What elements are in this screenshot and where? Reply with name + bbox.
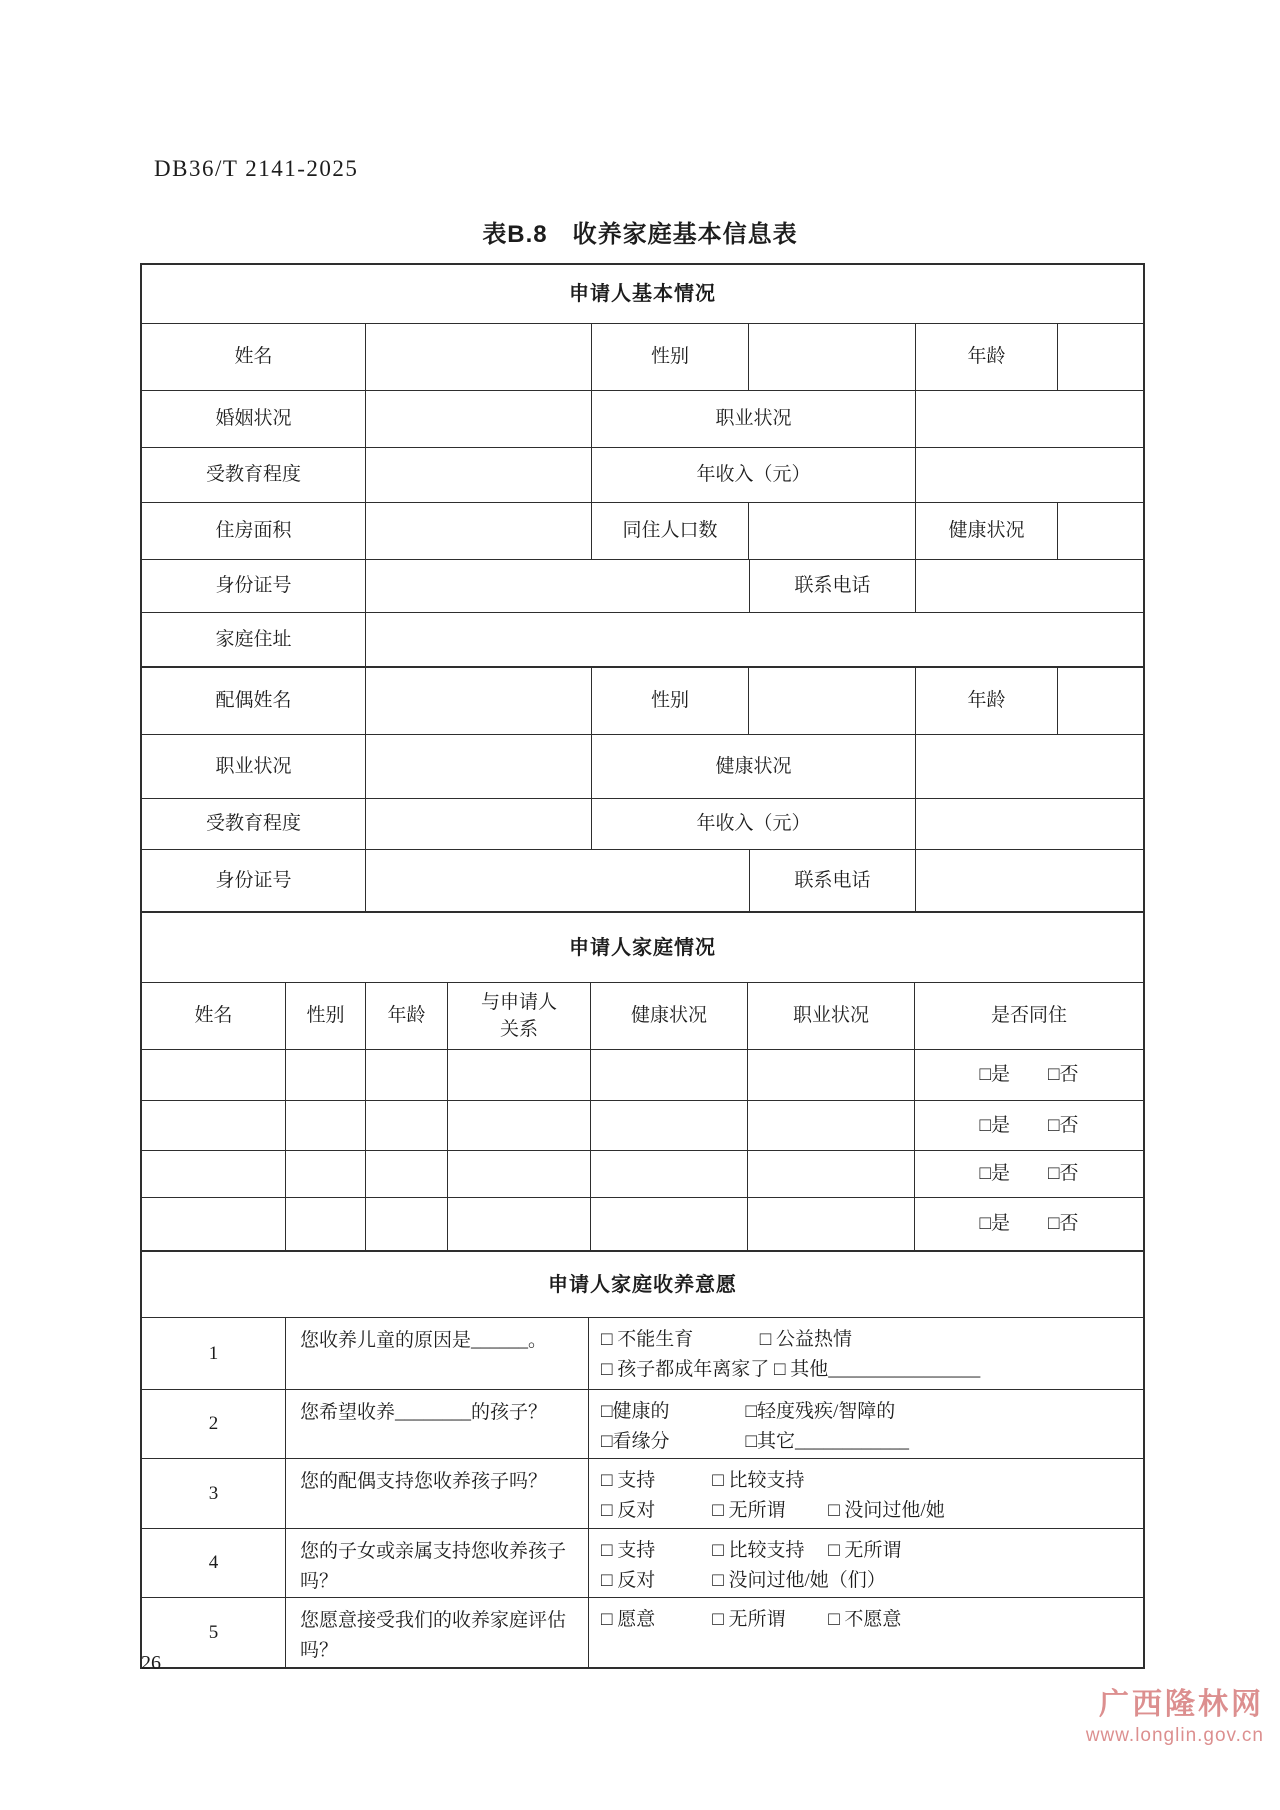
member-gender-cell [285,1151,365,1197]
question-number: 3 [208,1482,219,1504]
option-line: □ 支持 □ 比较支持 □ 无所谓 [601,1540,902,1561]
question-options [588,1318,1143,1389]
value-health [1057,503,1143,559]
row-spouse-education [142,798,1143,849]
label-id-no: 身份证号 [215,575,292,596]
member-name-cell [142,1151,285,1197]
label-income: 年收入（元） [591,448,915,502]
member-health-cell [590,1151,747,1197]
member-cohabit-checkboxes: □是 □否 [914,1050,1143,1100]
col-header-health: 健康状况 [590,983,747,1049]
question-text: 您希望收养________的孩子？ [285,1390,588,1458]
value-address [365,613,1143,666]
member-name-cell [142,1198,285,1250]
value-spouse-name [365,668,591,734]
member-gender-cell [285,1198,365,1250]
question-options [588,1459,1143,1528]
section-a-header-row [142,265,1143,323]
member-cohabit-checkboxes: □是 □否 [914,1198,1143,1250]
col-header-name: 姓名 [194,1005,233,1026]
value-cohabitants [748,503,915,559]
col-header-gender: 性别 [285,983,365,1049]
label-cohabitants: 同住人口数 [591,503,748,559]
col-header-relation-line2: 关系 [499,1019,538,1040]
label-spouse-income: 年收入（元） [591,799,915,849]
section-c-title: 申请人家庭收养意愿 [548,1273,737,1296]
value-spouse-income [915,799,1143,849]
question-row-1 [142,1317,1143,1389]
label-spouse-age: 年龄 [915,668,1057,734]
family-member-row [142,1049,1143,1100]
label-health: 健康状况 [915,503,1057,559]
value-phone [915,560,1143,612]
watermark-site-url: www.longlin.gov.cn [1085,1724,1264,1746]
question-row-5 [142,1597,1143,1667]
value-name [365,324,591,390]
section-b-column-header-row [142,982,1143,1049]
option-line: □ 孩子都成年离家了 □ 其他________________ [601,1359,981,1380]
question-text: 您收养儿童的原因是______。 [285,1318,588,1389]
question-row-4 [142,1528,1143,1597]
section-b-title: 申请人家庭情况 [569,936,716,959]
row-applicant-id [142,559,1143,612]
member-occupation-cell [747,1198,914,1250]
section-b-header-row [142,911,1143,982]
question-number: 4 [208,1552,219,1573]
member-occupation-cell [747,1151,914,1197]
member-name-cell [142,1050,285,1100]
option-line: □ 反对 □ 无所谓 □ 没问过他/她 [601,1500,945,1521]
value-spouse-phone [915,850,1143,911]
member-relation-cell [447,1101,590,1150]
row-applicant-address [142,612,1143,666]
member-relation-cell [447,1151,590,1197]
value-education [365,448,591,502]
member-occupation-cell [747,1050,914,1100]
family-member-row [142,1197,1143,1250]
watermark-site-name: 广西隆林网 [1099,1688,1264,1721]
label-name: 姓名 [234,346,273,367]
value-age [1057,324,1143,390]
value-spouse-health [915,735,1143,798]
option-line: □看缘分 □其它____________ [601,1431,909,1452]
member-gender-cell [285,1101,365,1150]
member-name-cell [142,1101,285,1150]
label-spouse-phone: 联系电话 [749,850,915,911]
value-spouse-gender [748,668,915,734]
section-c-header-row [142,1250,1143,1317]
option-line: □ 愿意 □ 无所谓 □ 不愿意 [601,1609,902,1630]
col-header-cohabit: 是否同住 [914,983,1143,1049]
label-spouse-education: 受教育程度 [205,813,301,834]
member-age-cell [365,1050,447,1100]
option-line: □ 反对 □ 没问过他/她（们） [601,1570,886,1591]
value-income [915,448,1143,502]
table-title: 表B.8 收养家庭基本信息表 [482,221,798,248]
family-member-row [142,1150,1143,1197]
question-number: 1 [208,1342,219,1364]
value-gender [748,324,915,390]
row-spouse-id [142,849,1143,911]
label-spouse-occupation: 职业状况 [215,755,292,777]
value-spouse-occupation [365,735,591,798]
question-number: 5 [208,1621,219,1643]
standard-code: DB36/T 2141-2025 [154,156,359,181]
question-text: 您愿意接受我们的收养家庭评估吗？ [285,1598,588,1667]
row-applicant-housing [142,502,1143,559]
value-marital [365,391,591,447]
label-spouse-health: 健康状况 [591,735,915,798]
family-member-row [142,1100,1143,1150]
value-spouse-age [1057,668,1143,734]
question-text: 您的子女或亲属支持您收养孩子吗？ [285,1529,588,1597]
label-gender: 性别 [591,324,748,390]
col-header-age: 年龄 [365,983,447,1049]
value-occupation [915,391,1143,447]
question-options [588,1598,1143,1667]
col-header-occupation: 职业状况 [747,983,914,1049]
col-header-relation-line1: 与申请人 [480,992,557,1013]
member-relation-cell [447,1198,590,1250]
member-age-cell [365,1101,447,1150]
row-applicant-education [142,447,1143,502]
option-line: □ 支持 □ 比较支持 [601,1470,805,1491]
member-relation-cell [447,1050,590,1100]
label-phone: 联系电话 [749,560,915,612]
section-a-title: 申请人基本情况 [569,283,716,305]
label-spouse-id-no: 身份证号 [215,869,292,891]
adoption-family-info-form [140,263,1145,1669]
question-text: 您的配偶支持您收养孩子吗？ [285,1459,588,1528]
member-gender-cell [285,1050,365,1100]
member-cohabit-checkboxes: □是 □否 [914,1151,1143,1197]
member-health-cell [590,1050,747,1100]
value-spouse-id-no [365,850,749,911]
value-id-no [365,560,749,612]
question-options [588,1529,1143,1597]
label-marital: 婚姻状况 [215,408,292,429]
label-address: 家庭住址 [215,628,292,650]
member-age-cell [365,1198,447,1250]
question-number: 2 [208,1413,219,1434]
label-spouse-name: 配偶姓名 [215,690,292,711]
member-health-cell [590,1101,747,1150]
label-spouse-gender: 性别 [591,668,748,734]
row-spouse-occupation [142,734,1143,798]
label-education: 受教育程度 [205,464,301,485]
member-cohabit-checkboxes: □是 □否 [914,1101,1143,1150]
option-line: □健康的 □轻度残疾/智障的 [601,1401,896,1422]
value-housing [365,503,591,559]
question-options [588,1390,1143,1458]
member-age-cell [365,1151,447,1197]
option-line: □ 不能生育 □ 公益热情 [601,1329,852,1350]
member-occupation-cell [747,1101,914,1150]
label-housing: 住房面积 [215,520,292,541]
col-header-relation [447,983,590,1049]
row-applicant-name [142,323,1143,390]
page-number: 26 [141,1652,161,1674]
label-occupation: 职业状况 [591,391,915,447]
row-applicant-marital [142,390,1143,447]
member-health-cell [590,1198,747,1250]
question-row-3 [142,1458,1143,1528]
watermark [1086,1686,1264,1747]
row-spouse-name [142,666,1143,734]
value-spouse-education [365,799,591,849]
label-age: 年龄 [915,324,1057,390]
question-row-2 [142,1389,1143,1458]
